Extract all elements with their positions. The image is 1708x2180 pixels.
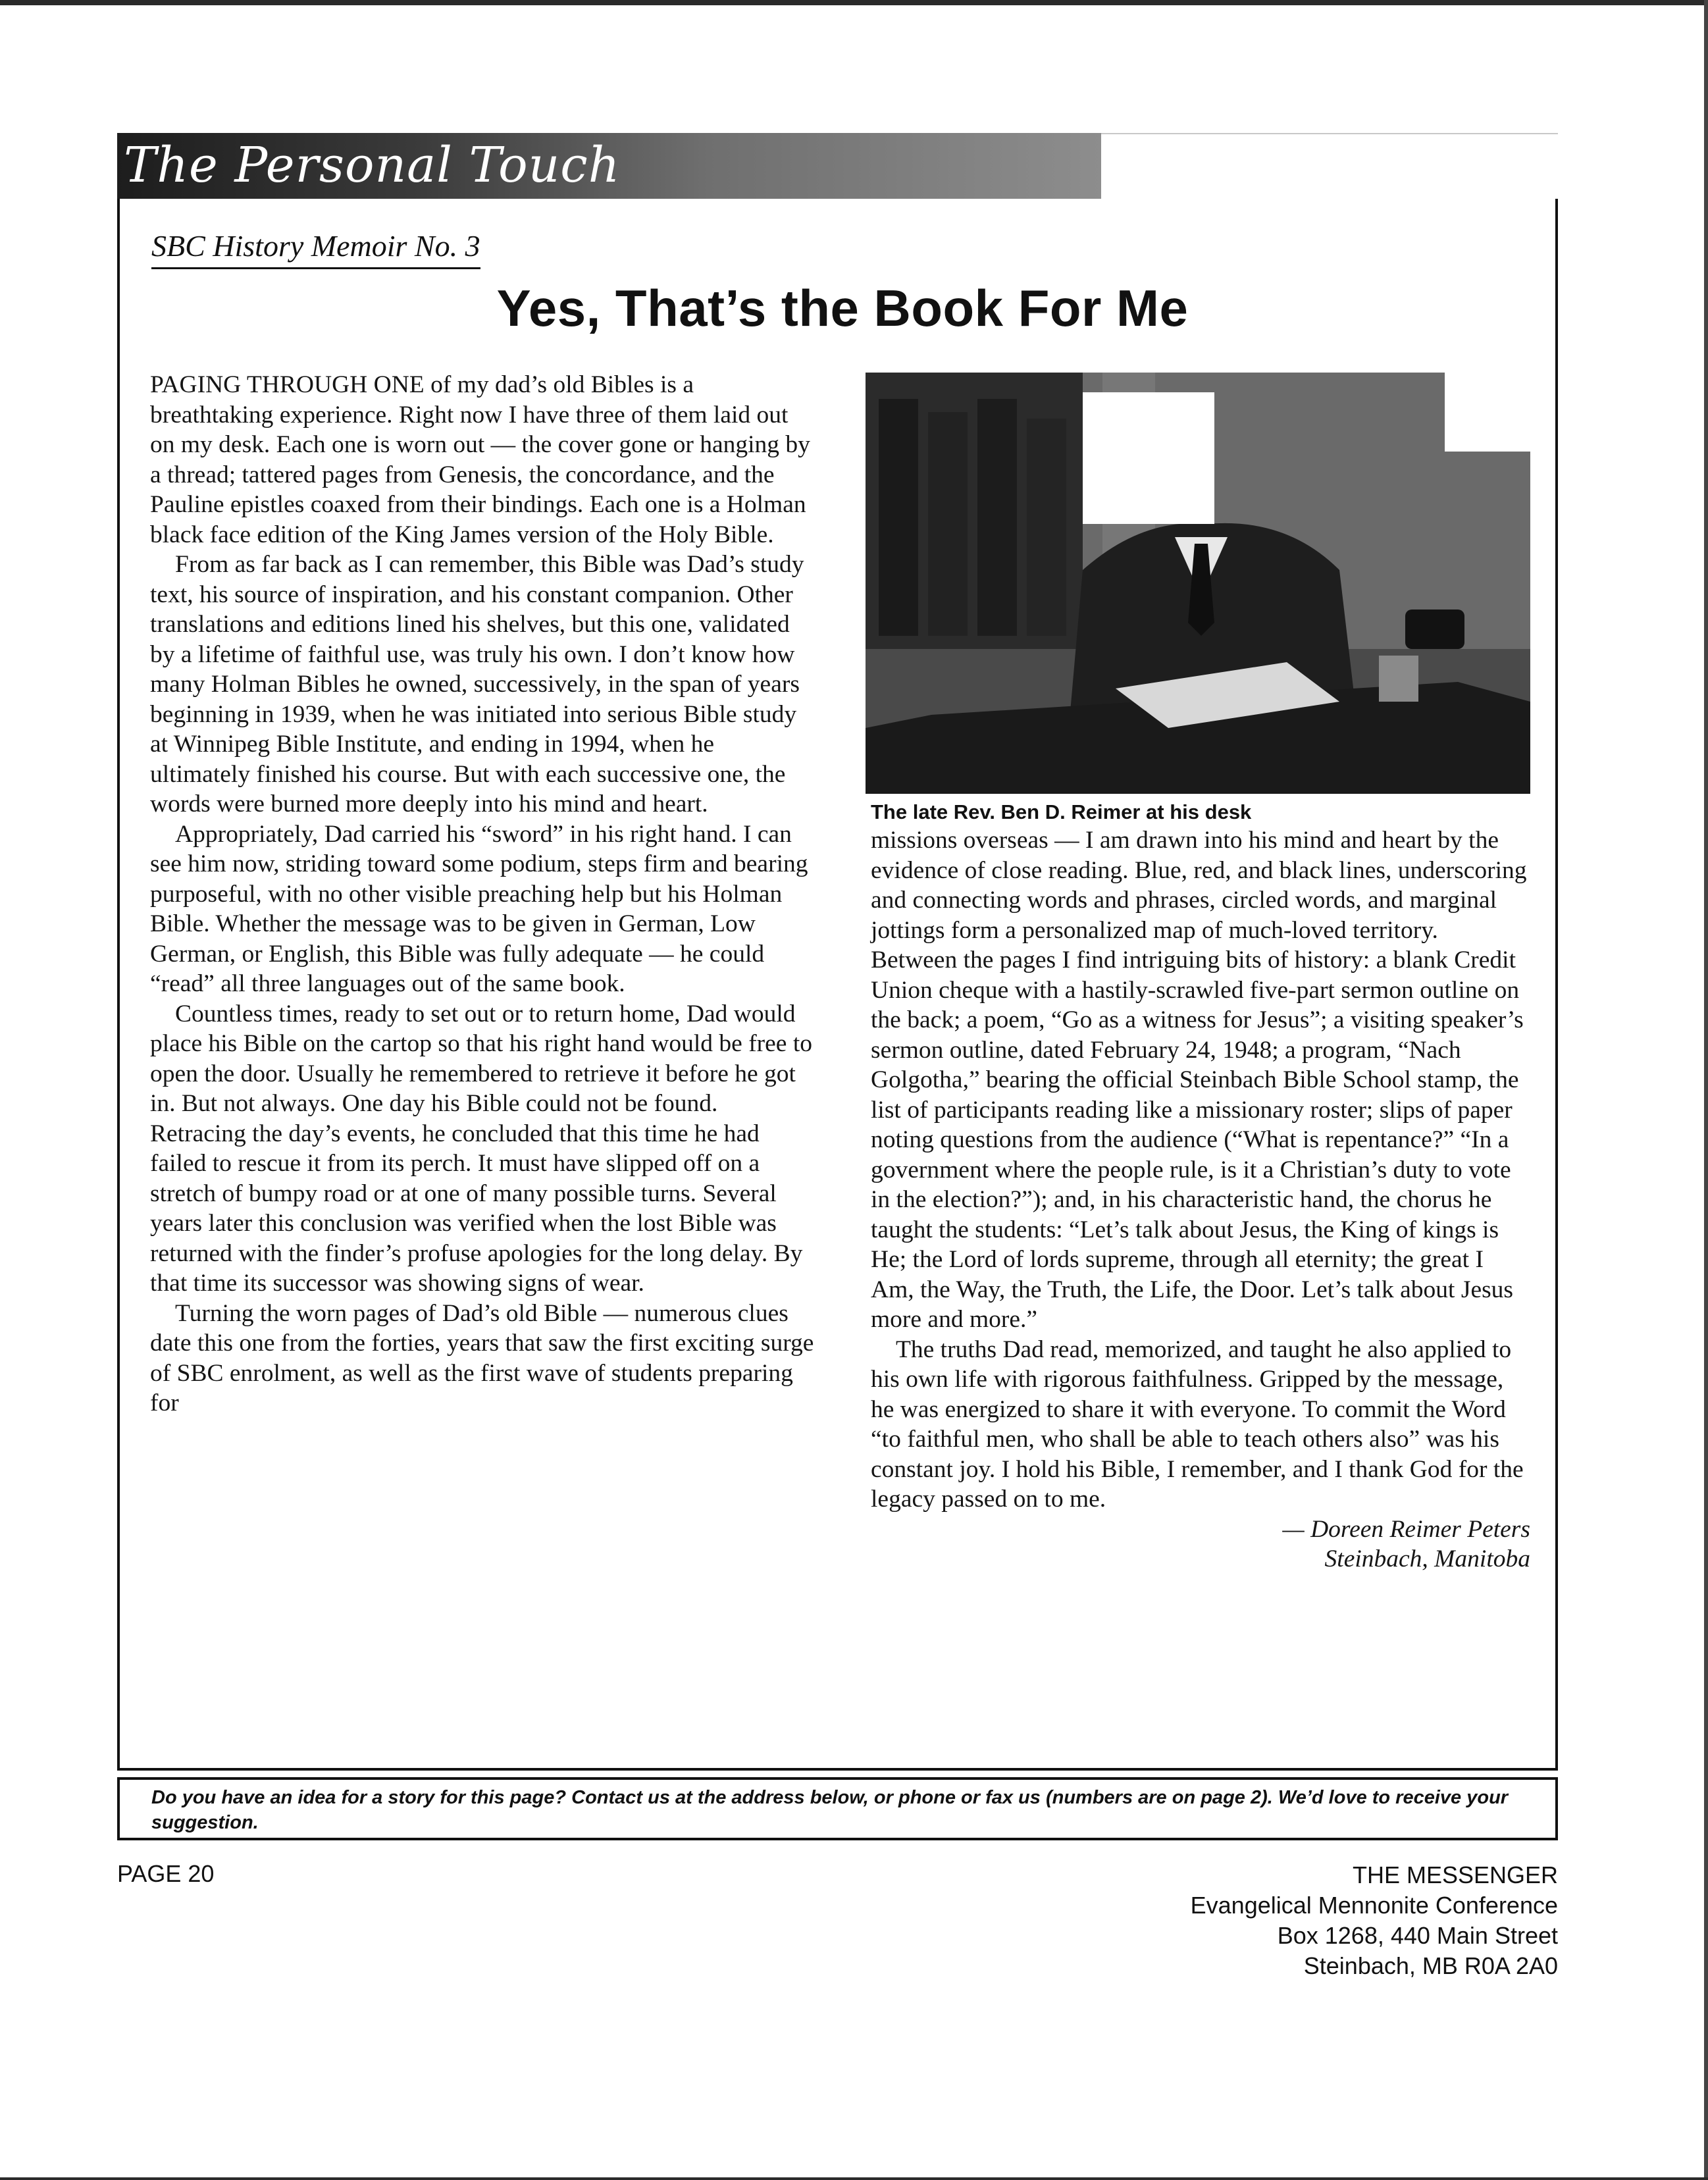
article-column-left <box>150 370 816 1418</box>
section-title: The Personal Touch <box>124 137 621 194</box>
street-address: Box 1268, 440 Main Street <box>1277 1922 1558 1949</box>
story-idea-note: Do you have an idea for a story for this page? Contact us at the address below, or phone or fax us (numbers are on page 2). We’d love to receive your suggestion. <box>117 1777 1558 1840</box>
section-banner <box>117 133 1101 199</box>
scan-edge-top <box>0 0 1708 5</box>
publisher-address <box>1191 1860 1558 1981</box>
portrait-photo <box>866 373 1530 794</box>
author-signature: — Doreen Reimer Peters <box>1282 1515 1530 1543</box>
paragraph: From as far back as I can remember, this Bible was Dad’s study text, his source of inspiration, and his constant companion. Other translations and editions lined his shelves, but this one, validated by a lifetime of faithful use, was truly his own. I don’t know how many Holman Bibles he owned, successively, in the span of years beginning in 1939, when he was initiated into serious Bible study at Winnipeg Bible Institute, and ending in 1994, when he ultimately finished his course. But with each successive one, the words were burned more deeply into his mind and heart. <box>150 551 804 818</box>
city-address: Steinbach, MB R0A 2A0 <box>1303 1952 1558 1979</box>
article-headline: Yes, That’s the Book For Me <box>496 279 1189 337</box>
photo-caption: The late Rev. Ben D. Reimer at his desk <box>871 800 1252 823</box>
series-label: SBC History Memoir No. 3 <box>151 229 480 269</box>
scan-edge-right <box>1704 0 1708 2180</box>
author-location: Steinbach, Manitoba <box>1324 1545 1530 1572</box>
photo-illustration <box>866 373 1530 794</box>
article-column-right <box>871 825 1530 1574</box>
paragraph: Appropriately, Dad carried his “sword” in his right hand. I can see him now, striding toward some podium, steps firm and bearing purposeful, with no other visible preaching help but his Holman Bible. Whether the message was to be given in German, Low German, or English, this Bible was fully adequate — he could “read” all three languages out of the same book. <box>150 820 808 997</box>
paragraph: missions overseas — I am drawn into his mind and heart by the evidence of close reading. Blue, red, and black lines, underscoring and connecting words and phrases, circled words, and marginal jottings form a personalized map of much-loved territory. Between the pages I find intriguing bits of history: a blank Credit Union cheque with a hastily-scrawled five-part sermon outline on the back; a poem, “Go as a witness for Jesus”; a visiting speaker’s sermon outline, dated February 24, 1948; a program, “Nach Golgotha,” bearing the official Steinbach Bible School stamp, the list of participants reading like a missionary roster; slips of paper noting questions from the audience (“What is repentance?” “In a government where the people rule, is it a Christian’s duty to vote in the election?”); and, in his characteristic hand, the chorus he taught the students: “Let’s talk about Jesus, the King of kings is He; the Lord of lords supreme, through all eternity; the great I Am, the Way, the Truth, the Life, the Door. Let’s talk about Jesus more and more.” <box>871 827 1527 1333</box>
scan-edge-bottom <box>0 2177 1708 2180</box>
banner-rule <box>1101 133 1558 134</box>
paragraph: Countless times, ready to set out or to return home, Dad would place his Bible on the cartop so that his right hand would be free to open the door. Usually he remembered to retrieve it before he got in. But not always. One day his Bible could not be found. Retracing the day’s events, he concluded that this time he had failed to rescue it from its perch. It must have slipped off on a stretch of bumpy road or at one of many possible turns. Several years later this conclusion was verified when the lost Bible was returned with the finder’s profuse apologies for the long delay. By that time its successor was showing signs of wear. <box>150 1000 812 1297</box>
publication-name: THE MESSENGER <box>1352 1861 1558 1888</box>
paragraph: The truths Dad read, memorized, and taught he also applied to his own life with rigorous faithfulness. Gripped by the message, he was energized to share it with everyone. To commit the Word “to faithful men, who shall be able to teach others also” was his constant joy. I hold his Bible, I remember, and I thank God for the legacy passed on to me. <box>871 1336 1524 1513</box>
paragraph: Turning the worn pages of Dad’s old Bible — numerous clues date this one from the forties, years that saw the first exciting surge of SBC enrolment, as well as the first wave of students preparing for <box>150 1299 814 1416</box>
organization-name: Evangelical Mennonite Conference <box>1190 1892 1558 1919</box>
page-number: PAGE 20 <box>117 1860 215 1887</box>
paragraph: PAGING THROUGH ONE of my dad’s old Bibles is a breathtaking experience. Right now I have three of them laid out on my desk. Each one is worn out — the cover gone or hanging by a thread; tattered pages from Genesis, the concordance, and the Pauline epistles coaxed from their bindings. Each one is a Holman black face edition of the King James version of the Holy Bible. <box>150 371 810 548</box>
